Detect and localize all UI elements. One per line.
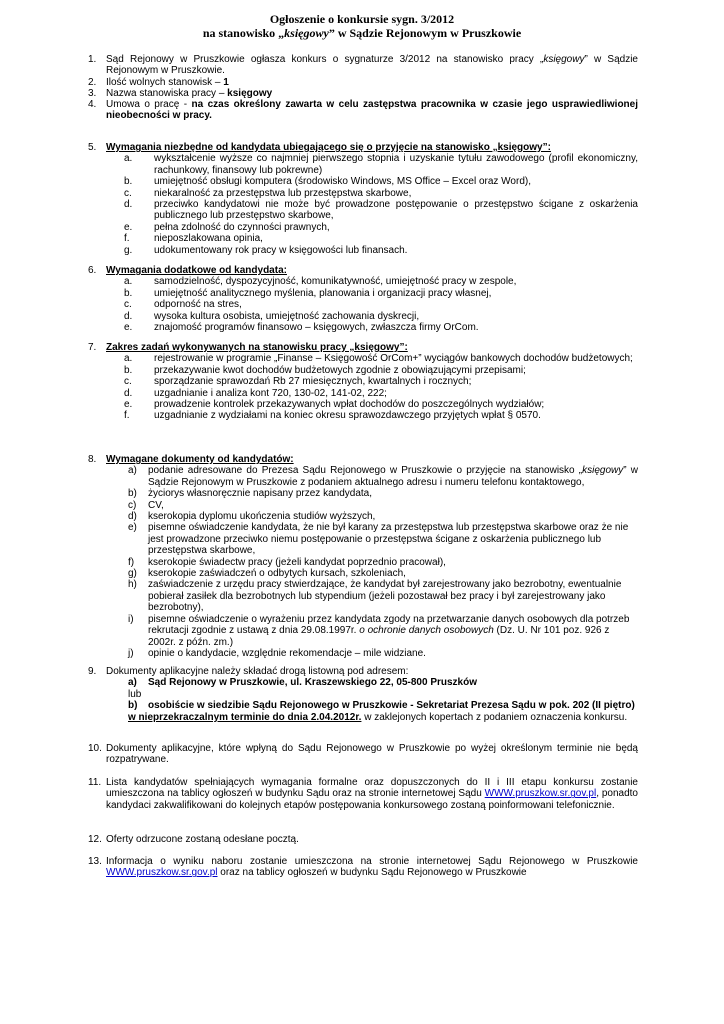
court-website-link[interactable]: WWW.pruszkow.sr.gov.pl: [484, 788, 597, 800]
list-item: [128, 522, 638, 556]
list-label: g): [128, 568, 137, 580]
list-text: samodzielność, dyspozycyjność, komunikatywność, umiejętność pracy w zespole,: [154, 276, 517, 288]
list-label: b.: [124, 287, 133, 299]
list-item: [124, 353, 638, 365]
list-item: [124, 233, 638, 245]
list-item: [124, 364, 638, 376]
list-text: rejestrowanie w programie „Finanse – Księgowość OrCom+” wyciągów bankowych dochodów budżetowych;: [154, 353, 633, 365]
item-5: [88, 142, 638, 256]
address-option-a: [128, 677, 638, 688]
list-text: (Dz. U. Nr 101 poz. 926 z 2002r. z późn. zm.): [148, 625, 610, 648]
subtitle-post: ” w Sądzie Rejonowym w Pruszkowie: [328, 26, 522, 40]
list-label: a.: [124, 276, 133, 288]
item-text: Nazwa stanowiska pracy –: [106, 88, 228, 99]
deadline: w nieprzekraczalnym terminie do dnia 2.04.2012r.: [128, 711, 362, 723]
item-number: 10.: [88, 743, 102, 754]
list-label: b.: [124, 364, 133, 376]
contract-type: na czas określony zawarta w celu zastępstwa pracownika w czasie jego usprawiedliwionej nieobecności w pracy.: [106, 99, 638, 122]
list-item: [124, 310, 638, 322]
item-6: [88, 265, 638, 334]
item-number: 12.: [88, 834, 102, 845]
list-text: przekazywanie kwot dochodów budżetowych zgodnie z obowiązującymi przepisami;: [154, 364, 526, 376]
list-item: [128, 500, 638, 511]
item-4: [88, 99, 638, 122]
list-label: a): [128, 677, 137, 689]
list-label: f): [128, 556, 135, 568]
documents-list: [128, 465, 638, 659]
court-website-link[interactable]: WWW.pruszkow.sr.gov.pl: [106, 867, 218, 879]
item-11: [88, 777, 638, 811]
list-label: f.: [124, 410, 130, 422]
list-label: a.: [124, 153, 133, 165]
list-item: [128, 557, 638, 568]
item-2: [88, 77, 638, 88]
deadline-line: [128, 712, 638, 723]
section-heading: Wymagania dodatkowe od kandydata:: [106, 265, 287, 276]
list-label: c.: [124, 376, 132, 388]
list-item: [124, 199, 638, 222]
section-heading: Wymagania niezbędne od kandydata ubiegającego się o przyjęcie na stanowisko „księgowy”:: [106, 142, 551, 153]
list-text: wysoka kultura osobista, umiejętność zachowania dyskrecji,: [154, 310, 420, 322]
in-person-address: osobiście w siedzibie Sądu Rejonowego w Pruszkowie - Sekretariat Prezesa Sądu w pok. 202 (II piętro): [148, 700, 635, 712]
vacancy-count: 1: [223, 77, 229, 88]
item-text: ” w Sądzie Rejonowym w Pruszkowie.: [106, 54, 638, 77]
list-label: b): [128, 700, 138, 712]
list-item: [124, 221, 638, 233]
list-item: [128, 614, 638, 648]
list-text: wykształcenie wyższe co najmniej pierwszego stopnia i uzyskanie tytułu zawodowego (profil ekonomiczny, rachunkowy, finansowy lub pokrewne): [154, 153, 638, 176]
list-text: umiejętność analitycznego myślenia, planowania i organizacji pracy własnej,: [154, 287, 492, 299]
list-label: d.: [124, 199, 133, 211]
list-emphasis: księgowy: [582, 465, 624, 477]
item-text: Oferty odrzucone zostaną odesłane pocztą.: [106, 834, 299, 845]
item-text: Umowa o pracę -: [106, 99, 192, 110]
list-text: pisemne oświadczenie kandydata, że nie był karany za przestępstwa lub przestępstwa skarbowe oraz że nie jest prowadzone przeciwko niemu postępowanie o przestępstwa ścigane z oskarżenia publicznego lub przestępstwa skarbowe,: [148, 522, 629, 557]
item-10: [88, 743, 638, 766]
court-address: Sąd Rejonowy w Pruszkowie, ul. Kraszewskiego 22, 05-800 Pruszków: [148, 677, 478, 689]
list-label: b.: [124, 176, 133, 188]
list-item: [124, 322, 638, 334]
duties-list: [124, 353, 638, 422]
list-text: pełna zdolność do czynności prawnych,: [154, 221, 330, 233]
item-12: [88, 834, 638, 845]
list-label: e.: [124, 221, 133, 233]
list-label: g.: [124, 244, 133, 256]
item-number: 1.: [88, 54, 97, 65]
list-item: [124, 387, 638, 399]
item-7: [88, 342, 638, 422]
item-number: 13.: [88, 856, 102, 867]
list-text: nieposzlakowana opinia,: [154, 233, 263, 245]
list-text: uzgadnianie z wydziałami na koniec okresu sprawozdawczego przyjętych wpłat § 0570.: [154, 410, 541, 422]
item-text: Informacja o wyniku naboru zostanie umieszczona na stronie internetowej Sądu Rejonowego w Pruszkowie: [106, 856, 638, 867]
list-item: [128, 648, 638, 659]
address-option-b: [128, 700, 638, 711]
item-number: 3.: [88, 88, 97, 99]
list-text: udokumentowany rok pracy w księgowości lub finansach.: [154, 244, 408, 256]
item-text: Ilość wolnych stanowisk –: [106, 77, 224, 88]
list-label: c): [128, 499, 137, 511]
item-number: 4.: [88, 99, 97, 110]
item-text: , ponadto kandydaci zakwalifikowani do kolejnych etapów postępowania konkursowego zostaną poinformowani telefonicznie.: [106, 788, 638, 811]
list-text: przeciwko kandydatowi nie może być prowadzone postępowanie o przestępstwo ścigane z oskarżenia publicznego lub przestępstwo skarbowe,: [154, 199, 638, 222]
list-item: [128, 568, 638, 579]
item-number: 9.: [88, 666, 97, 677]
list-text: prowadzenie kontrolek przekazywanych wpłat dochodów do poszczególnych wydziałów;: [154, 399, 545, 411]
list-item: [124, 187, 638, 199]
item-8: [88, 454, 638, 659]
subtitle-position: księgowy: [284, 26, 329, 40]
list-text: odporność na stres,: [154, 299, 242, 311]
list-text: pisemne oświadczenie o wyrażeniu przez kandydata zgody na przetwarzanie danych osobowych dla potrzeb rekrutacji zgodnie z ustawą z dnia 29.08.1997r.: [148, 613, 630, 637]
list-label: e.: [124, 322, 133, 334]
position-name: księgowy: [227, 88, 273, 99]
list-item: [124, 276, 638, 288]
list-text: życiorys własnoręcznie napisany przez kandydata,: [148, 488, 372, 500]
list-item: [124, 287, 638, 299]
requirements-list: [124, 153, 638, 256]
item-number: 7.: [88, 342, 97, 353]
list-text: podanie adresowane do Prezesa Sądu Rejonowego w Pruszkowie o przyjęcie na stanowisko „: [148, 465, 583, 477]
list-text: umiejętność obsługi komputera (środowisko Windows, MS Office – Excel oraz Word),: [154, 176, 531, 188]
list-text: kserokopia dyplomu ukończenia studiów wyższych,: [148, 511, 376, 523]
list-label: e): [128, 522, 137, 534]
list-label: d): [128, 511, 137, 523]
list-text: CV,: [148, 499, 164, 511]
or-text: lub: [128, 688, 142, 700]
document-title: [0, 12, 724, 26]
address-intro: Dokumenty aplikacyjne należy składać drogą listowną pod adresem:: [106, 666, 409, 677]
document-subtitle: [0, 26, 724, 40]
list-label: b): [128, 488, 137, 500]
list-text: kserokopie zaświadczeń o odbytych kursach, szkoleniach,: [148, 568, 406, 580]
item-number: 6.: [88, 265, 97, 276]
item-13: [88, 856, 638, 879]
list-label: c.: [124, 299, 132, 311]
list-item: [128, 465, 638, 488]
list-label: d.: [124, 310, 133, 322]
deadline-note: w zaklejonych kopertach z podaniem oznaczenia konkursu.: [361, 711, 628, 723]
title-line-1: Ogłoszenie o konkursie sygn. 3/2012: [269, 12, 455, 26]
list-item: [124, 153, 638, 176]
list-text: kserokopie świadectw pracy (jeżeli kandydat poprzednio pracował),: [148, 556, 446, 568]
list-item: [128, 511, 638, 522]
list-text: zaświadczenie z urzędu pracy stwierdzające, że kandydat był zarejestrowany jako bezrobotny, ewentualnie pobierał zasiłek dla bezrobotnych lub stypendium (jeżeli pozostawał bez pracy i był zarejestrowany jako bezrobotny),: [148, 579, 622, 614]
item-9: [88, 666, 638, 723]
list-label: i): [128, 613, 134, 625]
list-label: c.: [124, 187, 132, 199]
item-1: [88, 54, 638, 77]
list-text: uzgadnianie i analiza kont 720, 130-02, 141-02, 222;: [154, 387, 387, 399]
list-text: sporządzanie sprawozdań Rb 27 miesięcznych, kwartalnych i rocznych;: [154, 376, 472, 388]
item-3: [88, 88, 638, 99]
item-text: Dokumenty aplikacyjne, które wpłyną do Sądu Rejonowego w Pruszkowie po wyżej określonym terminie nie będą rozpatrywane.: [106, 743, 638, 766]
item-text: oraz na tablicy ogłoszeń w budynku Sądu Rejonowego w Pruszkowie: [217, 867, 527, 879]
item-emphasis: księgowy: [543, 54, 585, 65]
list-text: opinie o kandydacie, względnie rekomendacje – mile widziane.: [148, 647, 426, 659]
list-item: [124, 399, 638, 411]
item-number: 11.: [88, 777, 102, 788]
list-label: h): [128, 579, 137, 591]
list-item: [124, 244, 638, 256]
subtitle-pre: na stanowisko „: [202, 26, 285, 40]
list-label: d.: [124, 387, 133, 399]
item-text: Sąd Rejonowy w Pruszkowie ogłasza konkurs o sygnaturze 3/2012 na stanowisko pracy „: [106, 54, 544, 65]
list-item: [124, 176, 638, 188]
list-item: [128, 579, 638, 613]
item-number: 2.: [88, 77, 97, 88]
list-label: e.: [124, 399, 133, 411]
item-number: 5.: [88, 142, 97, 153]
list-item: [124, 410, 638, 422]
item-text: Lista kandydatów spełniających wymagania formalne oraz dopuszczonych do II i III etapu konkursu zostanie umieszczona na tablicy ogłoszeń w budynku Sądu oraz na stronie internetowej Sądu: [106, 777, 638, 800]
list-label: a): [128, 465, 137, 477]
list-label: j): [128, 647, 134, 659]
list-emphasis: o ochronie danych osobowych: [359, 625, 494, 637]
list-item: [124, 376, 638, 388]
list-text: ” w Sądzie Rejonowym w Pruszkowie z podaniem aktualnego adresu i numeru telefonu kontaktowego,: [148, 465, 638, 488]
section-heading: Zakres zadań wykonywanych na stanowisku pracy „księgowy”:: [106, 342, 408, 353]
list-label: f.: [124, 233, 130, 245]
item-number: 8.: [88, 454, 97, 465]
list-item: [128, 488, 638, 499]
list-text: niekaralność za przestępstwa lub przestępstwa skarbowe,: [154, 187, 412, 199]
list-text: znajomość programów finansowo – księgowych, zwłaszcza firmy OrCom.: [154, 322, 479, 334]
list-label: a.: [124, 353, 133, 365]
section-heading: Wymagane dokumenty od kandydatów:: [106, 454, 294, 465]
additional-requirements-list: [124, 276, 638, 334]
list-item: [124, 299, 638, 311]
